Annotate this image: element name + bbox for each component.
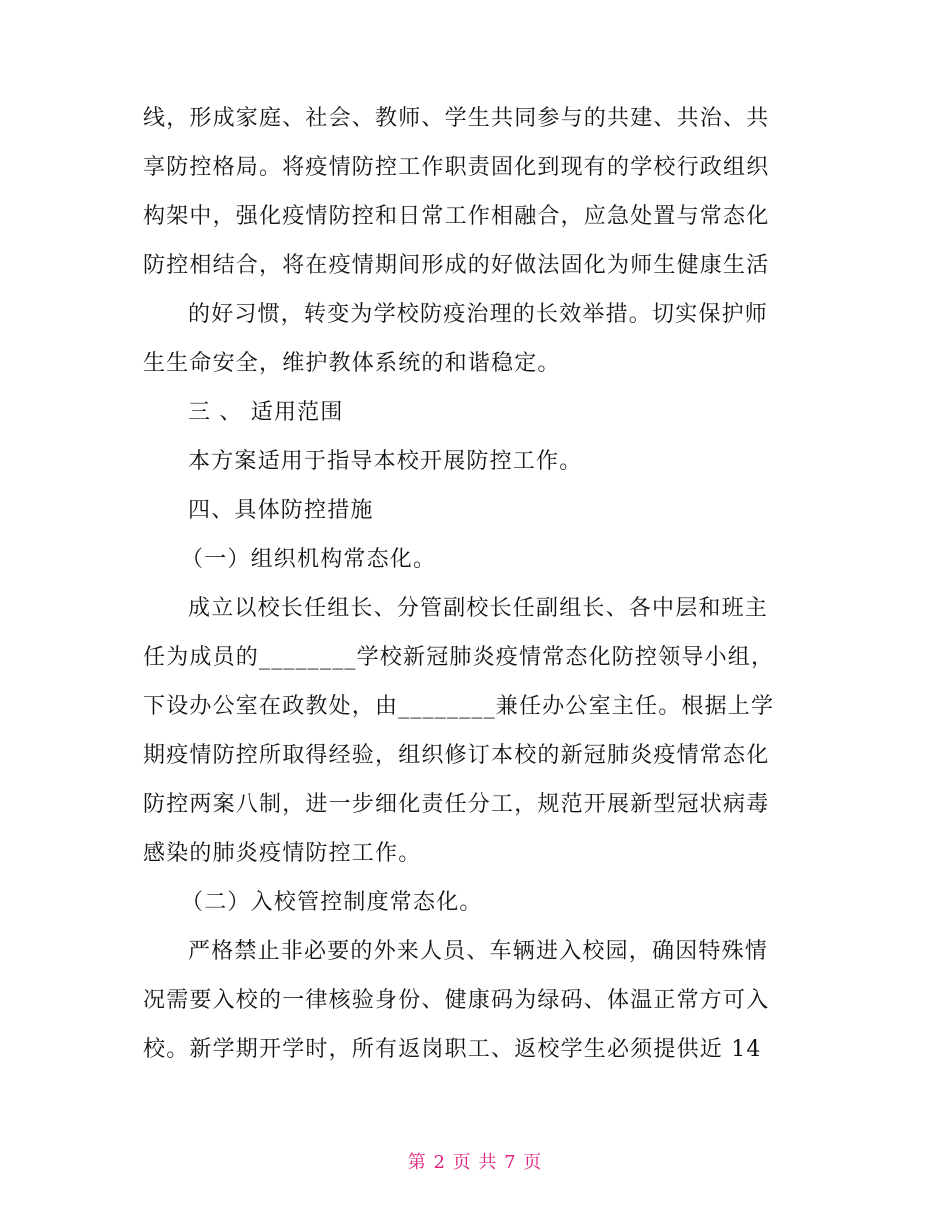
body-line-4: 防控相结合，将在疫情期间形成的好做法固化为师生健康生活: [143, 253, 770, 278]
body-line-11: 成立以校长任组长、分管副校长任副组长、各中层和班主: [188, 596, 769, 621]
page-number-footer: 第 2 页 共 7 页: [407, 1152, 543, 1173]
body-line-8: 本方案适用于指导本校开展防控工作。: [188, 449, 583, 474]
body-line-6: 生生命安全，维护教体系统的和谐稳定。: [143, 351, 561, 376]
body-line-18: 严格禁止非必要的外来人员、车辆进入校园，确因特殊情: [188, 939, 769, 964]
body-line-15: 防控两案八制，进一步细化责任分工，规范开展新型冠状病毒: [143, 792, 770, 817]
subsection-heading-2: （二）入校管控制度常态化。: [181, 890, 483, 915]
body-line-12: 任为成员的________学校新冠肺炎疫情常态化防控领导小组，: [143, 645, 775, 670]
section-heading-4: 四、具体防控措施: [188, 498, 374, 523]
body-line-19: 况需要入校的一律核验身份、健康码为绿码、体温正常方可入: [143, 988, 770, 1013]
section-heading-3: 三 、 适用范围: [188, 400, 344, 425]
body-line-2: 享防控格局。将疫情防控工作职责固化到现有的学校行政组织: [143, 155, 770, 180]
body-line-1: 线，形成家庭、社会、教师、学生共同参与的共建、共治、共: [143, 106, 770, 131]
body-line-3: 构架中，强化疫情防控和日常工作相融合，应急处置与常态化: [143, 204, 770, 229]
body-line-20: 校。新学期开学时，所有返岗职工、返校学生必须提供近 14: [143, 1037, 762, 1062]
subsection-heading-1: （一）组织机构常态化。: [181, 547, 437, 572]
body-line-5: 的好习惯，转变为学校防疫治理的长效举措。切实保护师: [188, 302, 769, 327]
body-line-13: 下设办公室在政教处，由________兼任办公室主任。根据上学: [143, 694, 775, 719]
body-line-14: 期疫情防控所取得经验，组织修订本校的新冠肺炎疫情常态化: [143, 743, 770, 768]
body-line-16: 感染的肺炎疫情防控工作。: [143, 841, 422, 866]
